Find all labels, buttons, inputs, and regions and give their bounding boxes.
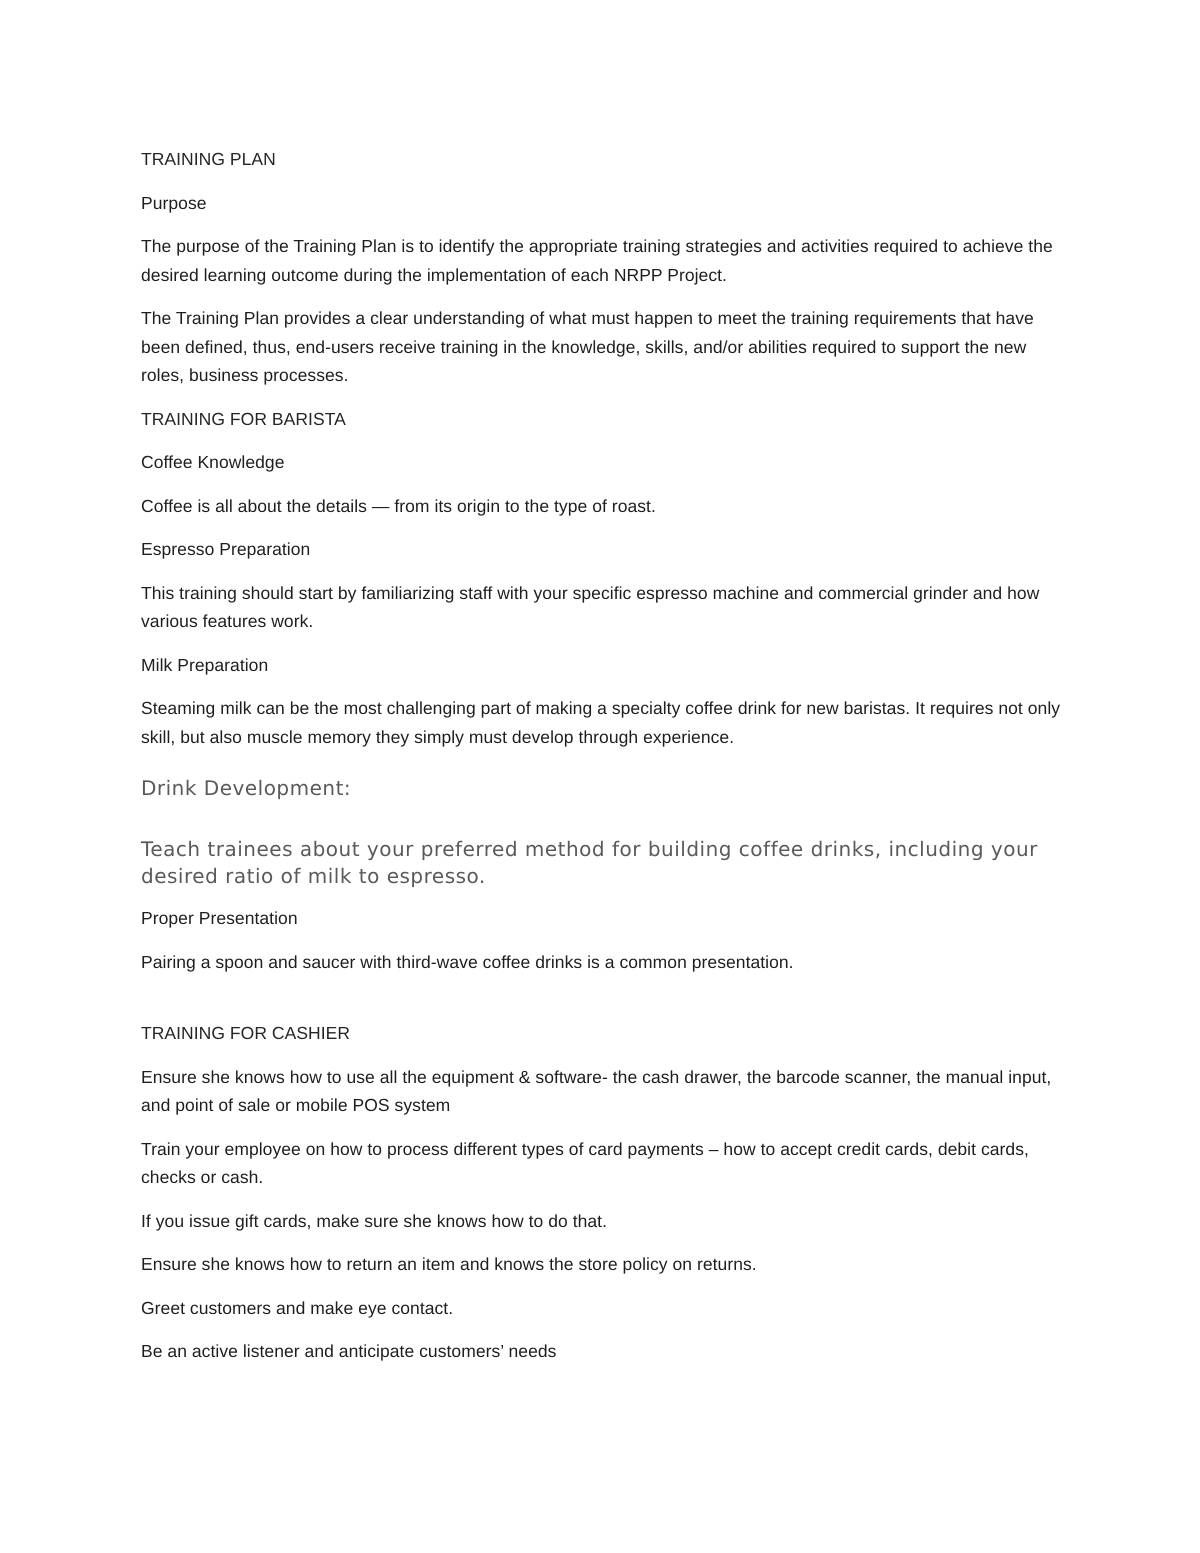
- proper-presentation-text: Pairing a spoon and saucer with third-wave coffee drinks is a common presentation.: [141, 951, 794, 972]
- cashier-paragraph-6: Be an active listener and anticipate customers’ needs: [141, 1341, 557, 1361]
- espresso-preparation-heading: Espresso Preparation: [141, 539, 311, 559]
- coffee-knowledge-text: Coffee is all about the details — from its origin to the type of roast.: [141, 495, 656, 516]
- purpose-paragraph-2: The Training Plan provides a clear understanding of what must happen to meet the training requirements that have been defined, thus, end-users receive training in the knowledge, skills, and/or abilities required to support the new roles, business processes.: [141, 308, 1034, 385]
- drink-development-text: Teach trainees about your preferred method for building coffee drinks, including your desired ratio of milk to espresso.: [141, 837, 1038, 888]
- cashier-paragraph-4: Ensure she knows how to return an item and knows the store policy on returns.: [141, 1254, 757, 1274]
- milk-preparation-heading: Milk Preparation: [141, 654, 269, 675]
- document-page: [141, 145, 1061, 1366]
- coffee-knowledge-heading: Coffee Knowledge: [141, 452, 285, 472]
- cashier-paragraph-2: Train your employee on how to process different types of card payments – how to accept credit cards, debit cards, checks or cash.: [141, 1138, 1029, 1187]
- cashier-paragraph-1: Ensure she knows how to use all the equipment & software- the cash drawer, the barcode scanner, the manual input, and point of sale or mobile POS system: [141, 1066, 1052, 1115]
- milk-preparation-text: Steaming milk can be the most challenging part of making a specialty coffee drink for new baristas. It requires not only skill, but also muscle memory they simply must develop through experience.: [141, 698, 1061, 747]
- drink-development-heading: Drink Development:: [141, 776, 352, 800]
- barista-section-heading: TRAINING FOR BARISTA: [141, 408, 346, 429]
- cashier-paragraph-5: Greet customers and make eye contact.: [141, 1297, 454, 1318]
- document-title: TRAINING PLAN: [141, 149, 276, 169]
- espresso-preparation-text: This training should start by familiarizing staff with your specific espresso machine and commercial grinder and how various features work.: [141, 582, 1040, 631]
- purpose-paragraph-1: The purpose of the Training Plan is to identify the appropriate training strategies and activities required to achieve the desired learning outcome during the implementation of each NRPP Project.: [141, 236, 1053, 285]
- purpose-heading: Purpose: [141, 192, 207, 213]
- proper-presentation-heading: Proper Presentation: [141, 908, 298, 928]
- cashier-section-heading: TRAINING FOR CASHIER: [141, 1023, 351, 1043]
- cashier-paragraph-3: If you issue gift cards, make sure she knows how to do that.: [141, 1210, 608, 1231]
